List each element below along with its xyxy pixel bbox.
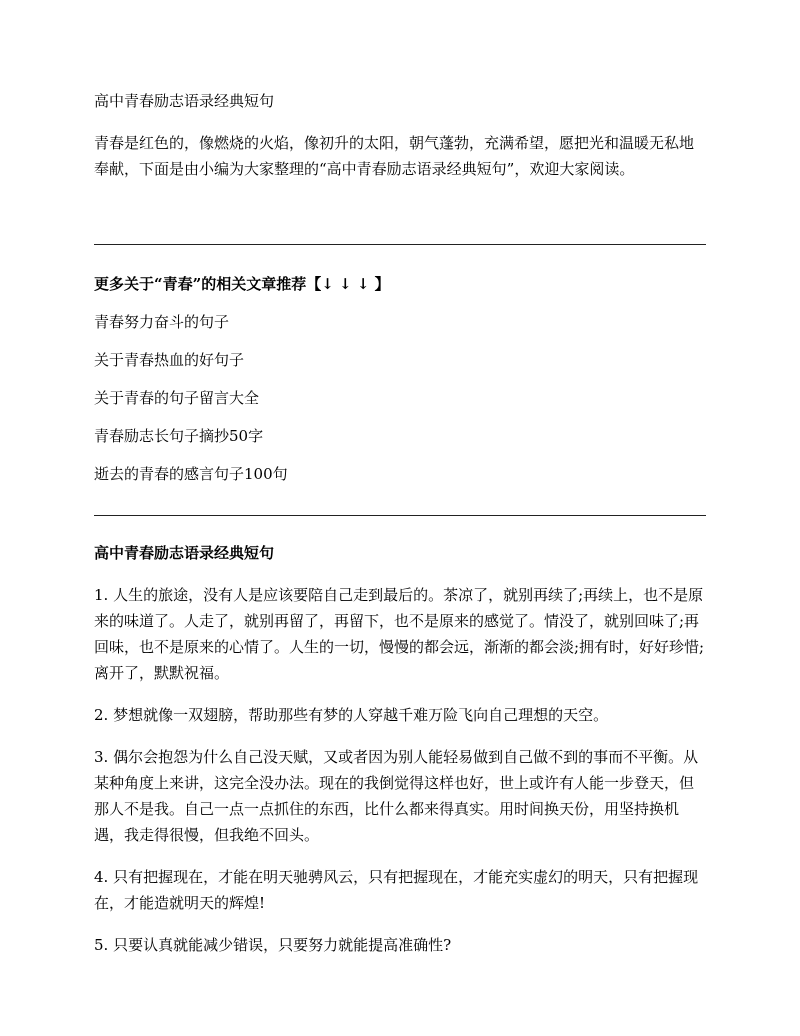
article-paragraph-2: 2. 梦想就像一双翅膀，帮助那些有梦的人穿越千难万险飞向自己理想的天空。 — [94, 706, 609, 724]
related-link-2[interactable]: 关于青春热血的好句子 — [94, 351, 245, 369]
related-link-3[interactable]: 关于青春的句子留言大全 — [94, 389, 260, 407]
divider-bottom — [94, 515, 706, 516]
intro-text: 青春是红色的，像燃烧的火焰，像初升的太阳，朝气蓬勃，充满希望，愿把光和温暖无私地奉献，下面是由小编为大家整理的“高中青春励志语录经典短句”，欢迎大家阅读。 — [94, 134, 695, 178]
article-paragraph-3: 3. 偶尔会抱怨为什么自己没天赋，又或者因为别人能轻易做到自己做不到的事而不平衡。从某种角度上来讲，这完全没办法。现在的我倒觉得这样也好，世上或许有人能一步登天，但那人不是我。自己一点一点抓住的东西，比什么都来得真实。用时间换天份，用坚持换机遇，我走得很慢，但我绝不回头。 — [94, 748, 699, 844]
document-page — [94, 88, 706, 958]
intro-title: 高中青春励志语录经典短句 — [94, 92, 275, 110]
article-heading: 高中青春励志语录经典短句 — [94, 544, 275, 562]
related-heading: 更多关于“青春”的相关文章推荐【↓ ↓ ↓ 】 — [94, 275, 390, 293]
related-link-1[interactable]: 青春努力奋斗的句子 — [94, 313, 230, 331]
article-paragraph-4: 4. 只有把握现在，才能在明天驰骋风云，只有把握现在，才能充实虚幻的明天，只有把握现在，才能造就明天的辉煌! — [94, 868, 699, 912]
article-paragraph-5: 5. 只要认真就能减少错误，只要努力就能提高准确性? — [94, 936, 452, 954]
related-link-5[interactable]: 逝去的青春的感言句子100句 — [94, 465, 288, 483]
related-link-4[interactable]: 青春励志长句子摘抄50字 — [94, 427, 264, 445]
divider-top — [94, 244, 706, 245]
article-paragraph-1: 1. 人生的旅途，没有人是应该要陪自己走到最后的。茶凉了，就别再续了;再续上，也不是原来的味道了。人走了，就别再留了，再留下，也不是原来的感觉了。情没了，就别回味了;再回味，也不是原来的心情了。人生的一切，慢慢的都会远，渐渐的都会淡;拥有时，好好珍惜;离开了，默默祝福。 — [94, 586, 705, 682]
